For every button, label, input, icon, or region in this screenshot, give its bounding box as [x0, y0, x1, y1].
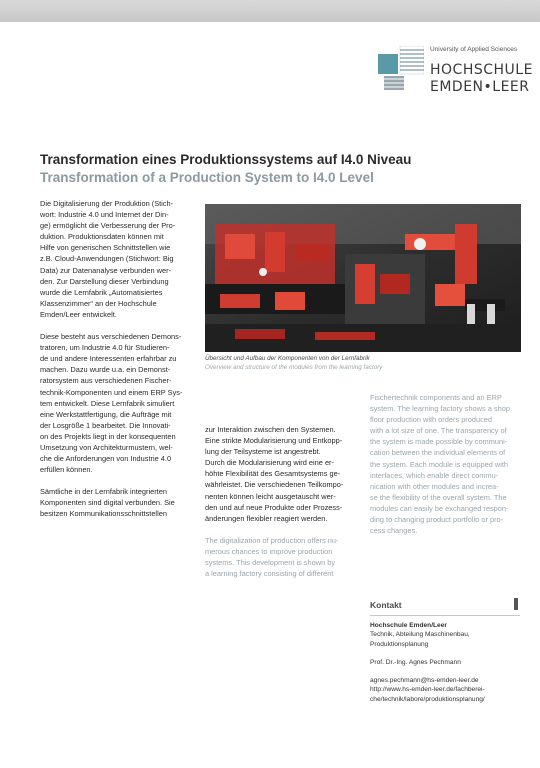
- text-line: tratoren, um Industrie 4.0 für Studieren-: [40, 343, 170, 353]
- text-line: Durch die Modularisierung wird eine er-: [205, 458, 334, 468]
- text-line: ge) ermöglicht die Verbesserung der Pro-: [40, 221, 176, 231]
- logo-name-line2: EMDEN•LEER: [430, 79, 530, 95]
- text-line: modules can easily be exchanged respon-: [370, 503, 509, 513]
- text-line: technik-Komponenten und einem ERP Sys-: [40, 387, 183, 397]
- text-line: floor production with orders produced: [370, 415, 493, 425]
- text-line: Die Digitalisierung der Produktion (Stich-: [40, 199, 174, 208]
- robot-photo-illustration: [205, 204, 521, 352]
- logo-tagline: University of Applied Sciences: [430, 46, 518, 53]
- university-logo: [378, 46, 533, 104]
- text-line: system. The learning factory shows a shop: [370, 404, 510, 414]
- kontakt-url-line2[interactable]: che/technik/labore/produktionsplanung/: [370, 695, 485, 703]
- photo-caption-german: Übersicht und Aufbau der Komponenten von der Lernfabrik: [205, 355, 370, 362]
- text-line: cation between the individual elements of: [370, 448, 506, 458]
- text-line: wort: Industrie 4.0 und Internet der Din-: [40, 210, 169, 220]
- kontakt-url-line1[interactable]: http://www.hs-emden-leer.de/fachberei-: [370, 686, 485, 694]
- paragraph: [205, 424, 357, 524]
- title-german: Transformation eines Produktionssystems auf I4.0 Niveau: [40, 152, 412, 167]
- paragraph: [40, 198, 190, 320]
- text-line: lung der Teilsysteme ist angestrebt.: [205, 447, 321, 457]
- text-line: Umsetzung von Architekturmustern, wel-: [40, 442, 173, 452]
- text-line: nication with other modules and increa-: [370, 481, 499, 491]
- text-line: se the flexibility of the overall system. The: [370, 492, 507, 502]
- text-line: duktion. Produktionsdaten können mit: [40, 232, 164, 242]
- text-line: de und andere Interessenten erfahrbar zu: [40, 354, 177, 364]
- text-line: The digitalization of production offers nu-: [205, 535, 339, 545]
- text-line: on des Projekts liegt in der konsequenten: [40, 431, 176, 441]
- learning-factory-photo: [205, 204, 521, 352]
- text-line: den. Zur Darstellung dieser Verbindung: [40, 276, 169, 286]
- kontakt-email-link[interactable]: agnes.pechmann@hs-emden-leer.de: [370, 677, 479, 685]
- column-2-text: [205, 424, 357, 590]
- text-line: änderungen flexibler reagiert werden.: [205, 513, 328, 523]
- text-line: Emden/Leer entwickelt.: [40, 309, 117, 319]
- text-line: Eine strikte Modularisierung und Entkopp-: [205, 436, 343, 446]
- text-line: machen. Dazu wurde u.a. ein Demonst-: [40, 365, 171, 375]
- logo-mark-icon: [378, 46, 424, 92]
- text-line: Diese besteht aus verschiedenen Demons-: [40, 332, 182, 342]
- kontakt-marker: [514, 598, 518, 610]
- text-line: the system. Each module is equipped with: [370, 459, 509, 469]
- text-line: eine Werkstattfertigung, die Aufträge mit: [40, 409, 172, 419]
- text-line: Hilfe von generischen Schnittstellen wie: [40, 243, 171, 253]
- kontakt-org: Hochschule Emden/Leer: [370, 622, 447, 629]
- text-line: che die Anforderungen von Industrie 4.0: [40, 454, 172, 464]
- kontakt-divider: [370, 615, 520, 616]
- top-gray-band: [0, 0, 540, 22]
- text-line: Klassenzimmer“ an der Hochschule: [40, 298, 157, 308]
- title-english: Transformation of a Production System to I4.0 Level: [40, 170, 374, 185]
- kontakt-dept-line1: Technik, Abteilung Maschinenbau,: [370, 631, 470, 639]
- text-line: nenten können leicht ausgetauscht wer-: [205, 491, 336, 501]
- text-line: den und auf neue Produkte oder Prozess-: [205, 502, 343, 512]
- text-line: systems. This development is shown by: [205, 558, 336, 568]
- text-line: zur Interaktion zwischen den Systemen.: [205, 425, 336, 434]
- text-line: besitzen Kommunikationsschnittstellen: [40, 509, 167, 519]
- text-line: währleistet. Die verschiedenen Teilkompo-: [205, 480, 344, 490]
- column-3-english-text: [370, 392, 522, 547]
- photo-caption-english: Overview and structure of the modules from the learning factory: [205, 364, 383, 371]
- text-line: merous chances to improve production: [205, 546, 333, 556]
- text-line: höhte Flexibilität des Gesamtsystems ge-: [205, 469, 341, 479]
- column-1-german-text: [40, 198, 190, 531]
- text-line: ding to changing product portfolio or pro-: [370, 515, 504, 525]
- logo-name-line1: HOCHSCHULE: [430, 62, 533, 78]
- text-line: Komponenten sind digital verbunden. Sie: [40, 498, 175, 508]
- text-line: ratorsystem aus verschiedenen Fischer-: [40, 376, 172, 386]
- text-line: der Losgröße 1 bearbeitet. Die Innovati-: [40, 420, 171, 430]
- text-line: Fischertechnik components and an ERP: [370, 393, 502, 402]
- kontakt-dept-line2: Produktionsplanung: [370, 640, 429, 648]
- text-line: cess changes.: [370, 526, 418, 536]
- text-line: interfaces, which enable direct commu-: [370, 470, 499, 480]
- text-line: Sämtliche in der Lernfabrik integrierten: [40, 487, 167, 497]
- kontakt-block: [370, 621, 522, 704]
- text-line: the system is made possible by communi-: [370, 437, 508, 447]
- text-line: erfüllen können.: [40, 465, 93, 475]
- text-line: Data) zur Datenanalyse verbunden wer-: [40, 265, 172, 275]
- text-line: a learning factory consisting of different: [205, 569, 334, 579]
- kontakt-person: Prof. Dr.-Ing. Agnes Pechmann: [370, 658, 461, 666]
- text-line: z.B. Cloud-Anwendungen (Stichwort: Big: [40, 254, 174, 264]
- text-line: with a lot size of one. The transparency of: [370, 426, 507, 436]
- paragraph: [40, 486, 190, 519]
- paragraph: [40, 331, 190, 475]
- text-line: tem entwickelt. Diese Lernfabrik simuliert: [40, 398, 175, 408]
- paragraph: [205, 535, 357, 579]
- paragraph: [370, 392, 522, 536]
- kontakt-heading: Kontakt: [370, 600, 402, 610]
- text-line: wurde die Lernfabrik „Automatisiertes: [40, 287, 163, 297]
